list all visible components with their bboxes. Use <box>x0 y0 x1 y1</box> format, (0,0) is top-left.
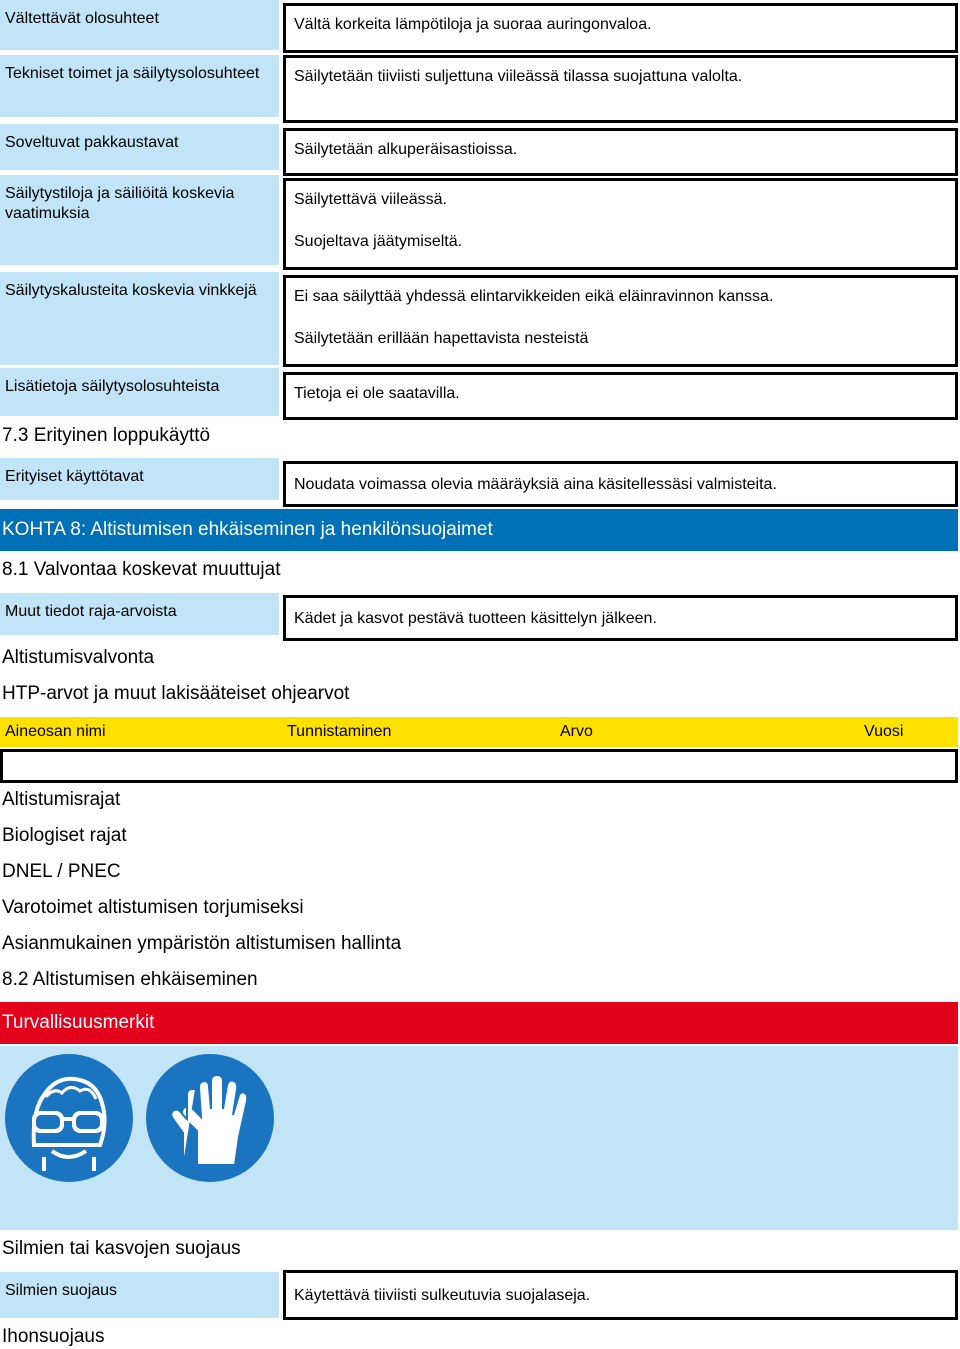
heading-bio-limits: Biologiset rajat <box>2 825 127 846</box>
value-eye-protection: Käytettävä tiiviisti sulkeutuvia suojalaseja. <box>283 1270 958 1320</box>
label-packaging: Soveltuvat pakkaustavat <box>0 124 279 170</box>
value-specific-uses: Noudata voimassa olevia määräyksiä aina käsitellessäsi valmisteita. <box>283 461 958 507</box>
value-storage-requirements: Säilytettävä viileässä. Suojeltava jäätymiseltä. <box>283 178 958 270</box>
heading-7-3: 7.3 Erityinen loppukäyttö <box>2 425 211 446</box>
heading-htp: HTP-arvot ja muut lakisääteiset ohjearvot <box>2 683 350 704</box>
limits-table-header <box>0 717 958 747</box>
value-limit-values: Kädet ja kasvot pestävä tuotteen käsittelyn jälkeen. <box>283 595 958 641</box>
section-8-title-bar: KOHTA 8: Altistumisen ehkäiseminen ja henkilönsuojaimet <box>0 509 958 551</box>
protective-gloves-icon <box>145 1053 275 1183</box>
heading-dnel: DNEL / PNEC <box>2 861 121 882</box>
heading-exposure-limits: Altistumisrajat <box>2 789 121 810</box>
label-storage-requirements: Säilytystiloja ja säiliöitä koskevia vaatimuksia <box>0 175 279 265</box>
heading-skin-protection: Ihonsuojaus <box>2 1326 105 1347</box>
value-additional-storage: Tietoja ei ole saatavilla. <box>283 372 958 420</box>
col-year: Vuosi <box>864 723 904 740</box>
col-value: Arvo <box>560 723 593 740</box>
heading-exposure-control: Altistumisvalvonta <box>2 647 155 668</box>
col-ingredient-name: Aineosan nimi <box>5 723 106 740</box>
value-packaging: Säilytetään alkuperäisastioissa. <box>283 128 958 176</box>
label-technical-measures: Tekniset toimet ja säilytysolosuhteet <box>0 55 279 117</box>
col-identification: Tunnistaminen <box>287 723 392 740</box>
value-avoid-conditions: Vältä korkeita lämpötiloja ja suoraa auringonvaloa. <box>283 3 958 53</box>
label-avoid-conditions: Vältettävät olosuhteet <box>0 0 279 50</box>
heading-8-1: 8.1 Valvontaa koskevat muuttujat <box>2 559 281 580</box>
heading-precautions: Varotoimet altistumisen torjumiseksi <box>2 897 304 918</box>
value-technical-measures: Säilytetään tiiviisti suljettuna viileässä tilassa suojattuna valolta. <box>283 55 958 123</box>
label-limit-values: Muut tiedot raja-arvoista <box>0 593 279 635</box>
label-specific-uses: Erityiset käyttötavat <box>0 458 279 500</box>
safety-goggles-icon <box>4 1053 134 1183</box>
safety-signs-panel <box>0 1046 958 1230</box>
safety-signs-bar: Turvallisuusmerkit <box>0 1002 958 1044</box>
label-eye-protection: Silmien suojaus <box>0 1272 279 1318</box>
heading-8-2: 8.2 Altistumisen ehkäiseminen <box>2 969 258 990</box>
limits-table-empty-row <box>0 749 958 783</box>
value-storage-furniture: Ei saa säilyttää yhdessä elintarvikkeiden eikä eläinravinnon kanssa. Säilytetään erillään hapettavista nesteistä <box>283 275 958 367</box>
heading-eye-face: Silmien tai kasvojen suojaus <box>2 1238 241 1259</box>
label-additional-storage: Lisätietoja säilytysolosuhteista <box>0 368 279 416</box>
heading-env-control: Asianmukainen ympäristön altistumisen hallinta <box>2 933 402 954</box>
label-storage-furniture: Säilytyskalusteita koskevia vinkkejä <box>0 272 279 365</box>
